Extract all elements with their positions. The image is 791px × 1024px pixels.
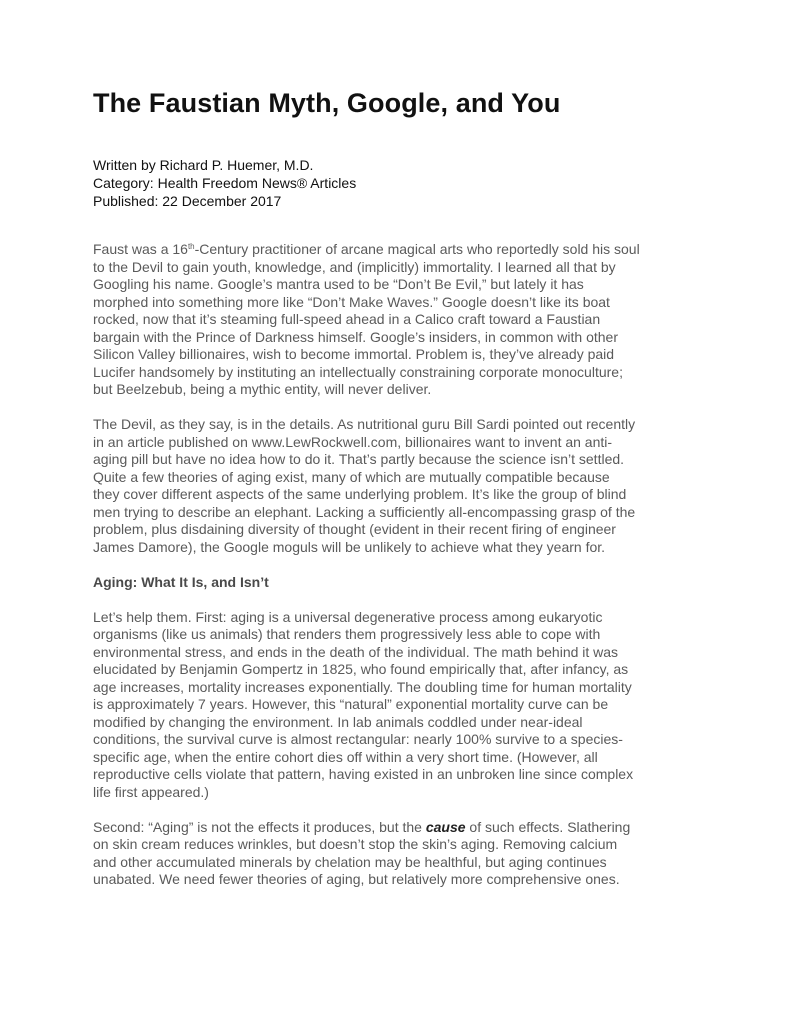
article-title: The Faustian Myth, Google, and You	[93, 88, 561, 118]
published-date: Published: 22 December 2017	[93, 193, 282, 209]
text-line: bargain with the Prince of Darkness himself. Google’s insiders, in common with other	[93, 328, 618, 345]
text-line: and other accumulated minerals by chelation may be healthful, but aging continues	[93, 853, 607, 870]
text-line: Googling his name. Google’s mantra used to be “Don’t Be Evil,” but lately it has	[93, 276, 584, 292]
text-line: they cover different aspects of the same underlying problem. It’s like the group of blind	[93, 486, 627, 502]
text-line: modified by changing the environment. In lab animals coddled under near-ideal	[93, 713, 583, 730]
text-line: specific age, when the entire cohort dies off within a very short time. (However, all	[93, 748, 598, 765]
text-fragment: -Century practitioner of arcane magical arts who reportedly sold his soul	[194, 241, 640, 257]
text-line: Silicon Valley billionaires, wish to become immortal. Problem is, they’ve already paid	[93, 346, 615, 362]
text-line: on skin cream reduces wrinkles, but doesn’t stop the skin’s aging. Removing calcium	[93, 836, 618, 852]
text-line: age increases, mortality increases exponentially. The doubling time for human mortality	[93, 678, 632, 695]
text-line: organisms (like us animals) that renders them progressively less able to cope with	[93, 626, 601, 642]
article-body	[93, 241, 713, 906]
paragraph-4	[93, 819, 713, 889]
article-meta	[93, 156, 356, 210]
text-line: The Devil, as they say, is in the details. As nutritional guru Bill Sardi pointed out recently	[93, 416, 636, 432]
text-line: Lucifer handsomely by instituting an intellectually constraining corporate monoculture;	[93, 363, 623, 380]
paragraph-2	[93, 416, 713, 556]
text-line: elucidated by Benjamin Gompertz in 1825, who found empirically that, after infancy, as	[93, 661, 629, 677]
emphasis-word: cause	[425, 818, 466, 835]
section-heading: Aging: What It Is, and Isn’t	[93, 573, 269, 590]
superscript: th	[187, 242, 195, 251]
category-value: Health Freedom News® Articles	[153, 175, 357, 191]
category-line	[93, 174, 356, 192]
text-line: reproductive cells violate that pattern, having existed in an unbroken line since complex	[93, 766, 634, 782]
text-fragment: Faust was a 16	[93, 241, 188, 257]
text-line: environmental stress, and ends in the death of the individual. The math behind it was	[93, 643, 619, 660]
text-line: James Damore), the Google moguls will be unlikely to achieve what they yearn for.	[93, 538, 606, 555]
text-line: but Beelzebub, being a mythic entity, will never deliver.	[93, 381, 432, 397]
category-label: Category:	[93, 175, 154, 191]
text-line: aging pill but have no idea how to do it. That’s partly because the science isn’t settled.	[93, 451, 625, 467]
text-line: to the Devil to gain youth, knowledge, and (implicitly) immortality. I learned all that by	[93, 258, 616, 275]
paragraph-1	[93, 241, 713, 399]
text-line	[93, 241, 713, 259]
text-line	[93, 819, 713, 837]
text-line: rocked, now that it’s steaming full-speed ahead in a Calico craft toward a Faustian	[93, 311, 601, 327]
text-line: is approximately 7 years. However, this “natural” exponential mortality curve can be	[93, 696, 609, 712]
text-line: unabated. We need fewer theories of aging, but relatively more comprehensive ones.	[93, 871, 620, 887]
text-fragment: Second: “Aging” is not the effects it produces, but the	[93, 818, 426, 835]
paragraph-3	[93, 609, 713, 802]
text-fragment: of such effects. Slathering	[465, 818, 631, 835]
text-line: Quite a few theories of aging exist, many of which are mutually compatible because	[93, 468, 610, 485]
byline: Written by Richard P. Huemer, M.D.	[93, 157, 314, 173]
text-line: life first appeared.)	[93, 783, 209, 800]
text-line: morphed into something more like “Don’t Make Waves.” Google doesn’t like its boat	[93, 293, 610, 310]
text-line: Let’s help them. First: aging is a universal degenerative process among eukaryotic	[93, 608, 603, 625]
text-line: in an article published on www.LewRockwell.com, billionaires want to invent an anti-	[93, 433, 613, 450]
text-line: men trying to describe an elephant. Lacking a sufficiently all-encompassing grasp of the	[93, 503, 636, 520]
text-line: conditions, the survival curve is almost rectangular: nearly 100% survive to a species-	[93, 731, 623, 747]
text-line: problem, plus disdaining diversity of thought (evident in their recent firing of engineer	[93, 521, 616, 537]
